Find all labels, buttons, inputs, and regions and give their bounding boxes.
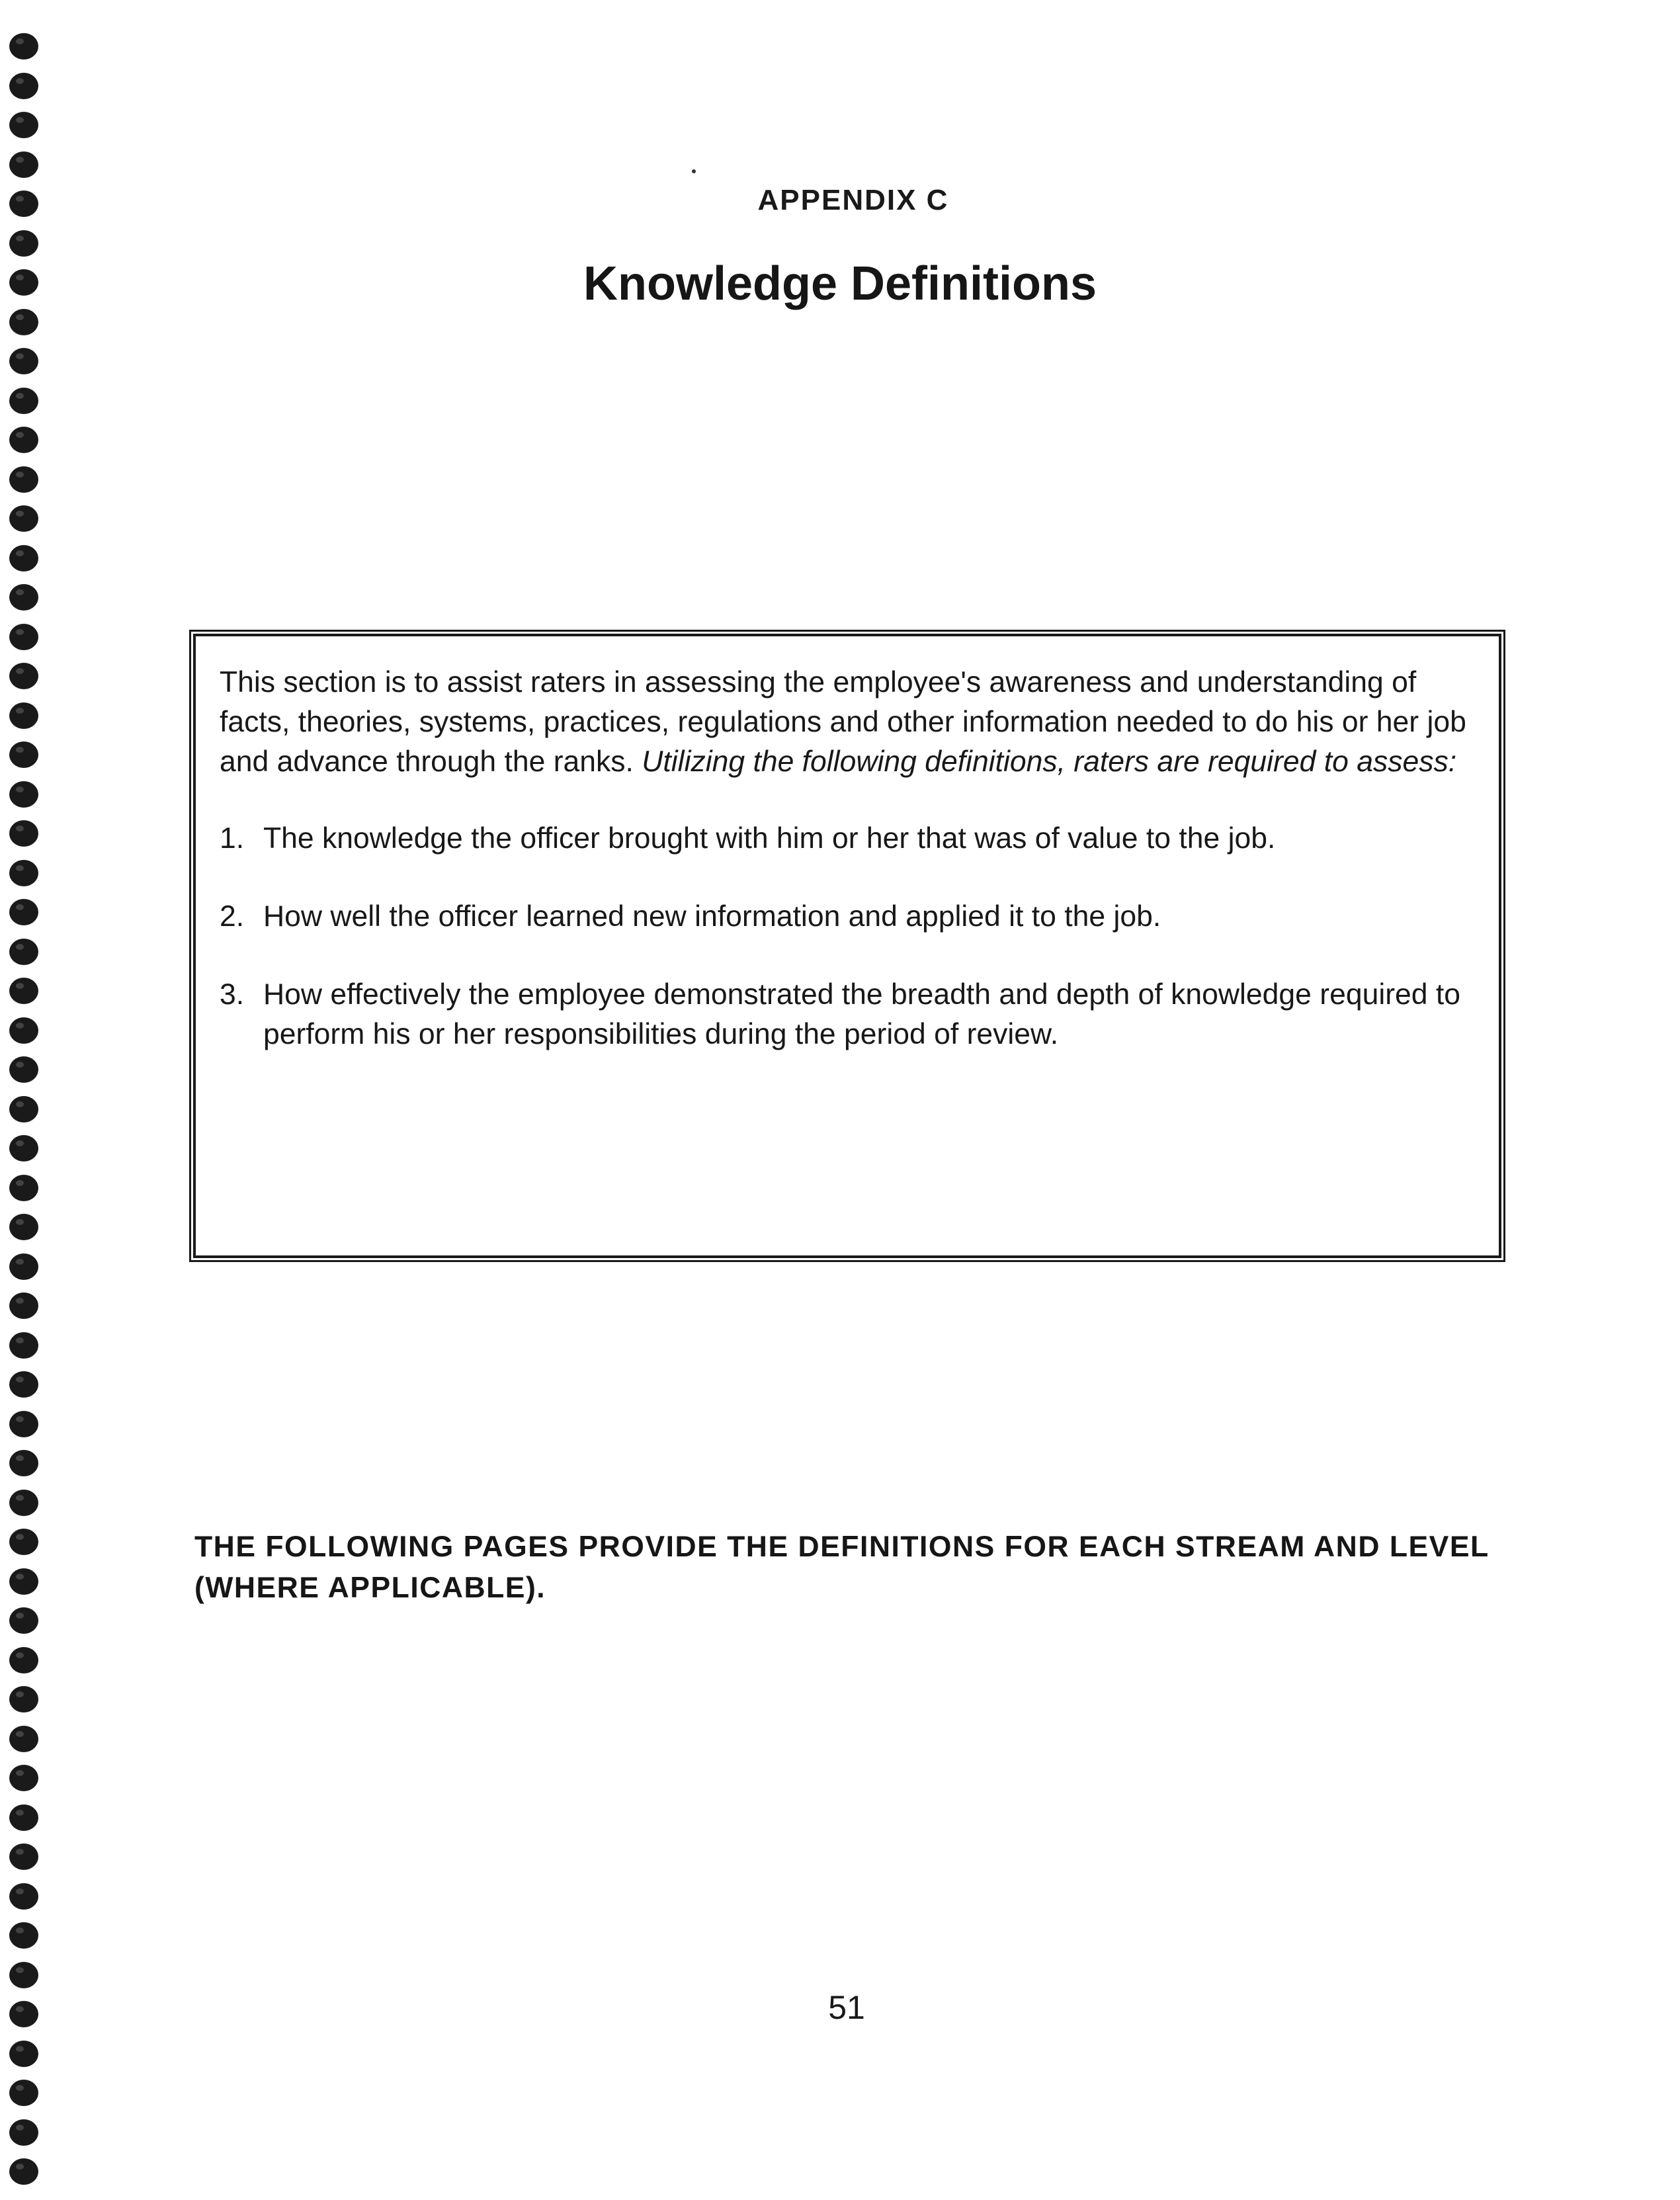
binding-hole: [9, 1450, 38, 1476]
list-item-number: 2.: [220, 900, 245, 933]
binding-hole: [9, 1292, 38, 1319]
binding-hole: [9, 978, 38, 1004]
binding-hole: [9, 1096, 38, 1122]
binding-hole: [9, 781, 38, 808]
binding-hole: [9, 1332, 38, 1359]
binding-hole: [9, 1490, 38, 1516]
binding-hole: [9, 663, 38, 689]
binding-hole: [9, 466, 38, 493]
binding-hole: [9, 1647, 38, 1673]
binding-hole: [9, 1253, 38, 1280]
list-item-text: The knowledge the officer brought with him or her that was of value to the job.: [263, 822, 1276, 855]
binding-hole: [9, 1135, 38, 1162]
binding-hole: [9, 1883, 38, 1910]
binding-hole: [9, 939, 38, 965]
binding-hole: [9, 151, 38, 178]
binding-hole: [9, 545, 38, 571]
binding-hole: [9, 1017, 38, 1044]
list-item-number: 1.: [220, 822, 245, 855]
assessment-list: [220, 819, 1472, 1054]
page-number: 51: [828, 1989, 865, 2026]
binding-holes: [9, 33, 40, 2176]
binding-hole: [9, 230, 38, 257]
binding-hole: [9, 702, 38, 729]
binding-hole: [9, 860, 38, 886]
list-item: [220, 975, 1472, 1054]
binding-hole: [9, 73, 38, 99]
binding-hole: [9, 112, 38, 138]
binding-hole: [9, 1411, 38, 1437]
binding-hole: [9, 741, 38, 768]
list-item: [220, 897, 1472, 937]
binding-hole: [9, 1568, 38, 1595]
binding-hole: [9, 1843, 38, 1870]
list-item-text: How effectively the employee demonstrated the breadth and depth of knowledge required to perform his or her responsibilities during the period of review.: [263, 978, 1461, 1050]
binding-hole: [9, 190, 38, 217]
definition-box-content: [220, 663, 1472, 1093]
binding-hole: [9, 1607, 38, 1634]
binding-hole: [9, 2001, 38, 2027]
binding-hole: [9, 2080, 38, 2106]
binding-hole: [9, 1804, 38, 1831]
intro-paragraph: [220, 663, 1472, 782]
intro-instruction: Utilizing the following definitions, raters are required to assess:: [642, 745, 1457, 778]
list-item: [220, 819, 1472, 859]
binding-hole: [9, 388, 38, 414]
list-item-text: How well the officer learned new information and applied it to the job.: [263, 900, 1161, 933]
binding-hole: [9, 1056, 38, 1083]
binding-hole: [9, 820, 38, 847]
binding-hole: [9, 584, 38, 611]
definition-box: [193, 634, 1501, 1258]
binding-hole: [9, 33, 38, 60]
appendix-label: APPENDIX C: [757, 184, 949, 216]
binding-hole: [9, 1371, 38, 1398]
list-item-number: 3.: [220, 978, 245, 1011]
intro-text: This section is to assist raters in assessing the employee's awareness and understanding of facts, theories, systems, practices, regulations and other information needed to do his or her job and advance through the ranks.: [220, 666, 1466, 778]
binding-hole: [9, 1529, 38, 1555]
binding-hole: [9, 2119, 38, 2146]
binding-hole: [9, 427, 38, 453]
binding-hole: [9, 1214, 38, 1240]
scan-speck: [692, 169, 696, 173]
binding-hole: [9, 309, 38, 335]
binding-hole: [9, 2158, 38, 2185]
closing-note: THE FOLLOWING PAGES PROVIDE THE DEFINITIONS FOR EACH STREAM AND LEVEL (WHERE APPLICABLE).: [194, 1531, 1489, 1604]
page-title: Knowledge Definitions: [583, 257, 1097, 310]
binding-hole: [9, 2041, 38, 2067]
binding-hole: [9, 1175, 38, 1201]
binding-hole: [9, 505, 38, 532]
binding-hole: [9, 1686, 38, 1713]
binding-hole: [9, 1922, 38, 1949]
binding-hole: [9, 269, 38, 296]
binding-hole: [9, 348, 38, 374]
binding-hole: [9, 1726, 38, 1752]
binding-hole: [9, 624, 38, 650]
binding-hole: [9, 1962, 38, 1988]
binding-hole: [9, 899, 38, 925]
binding-hole: [9, 1765, 38, 1791]
